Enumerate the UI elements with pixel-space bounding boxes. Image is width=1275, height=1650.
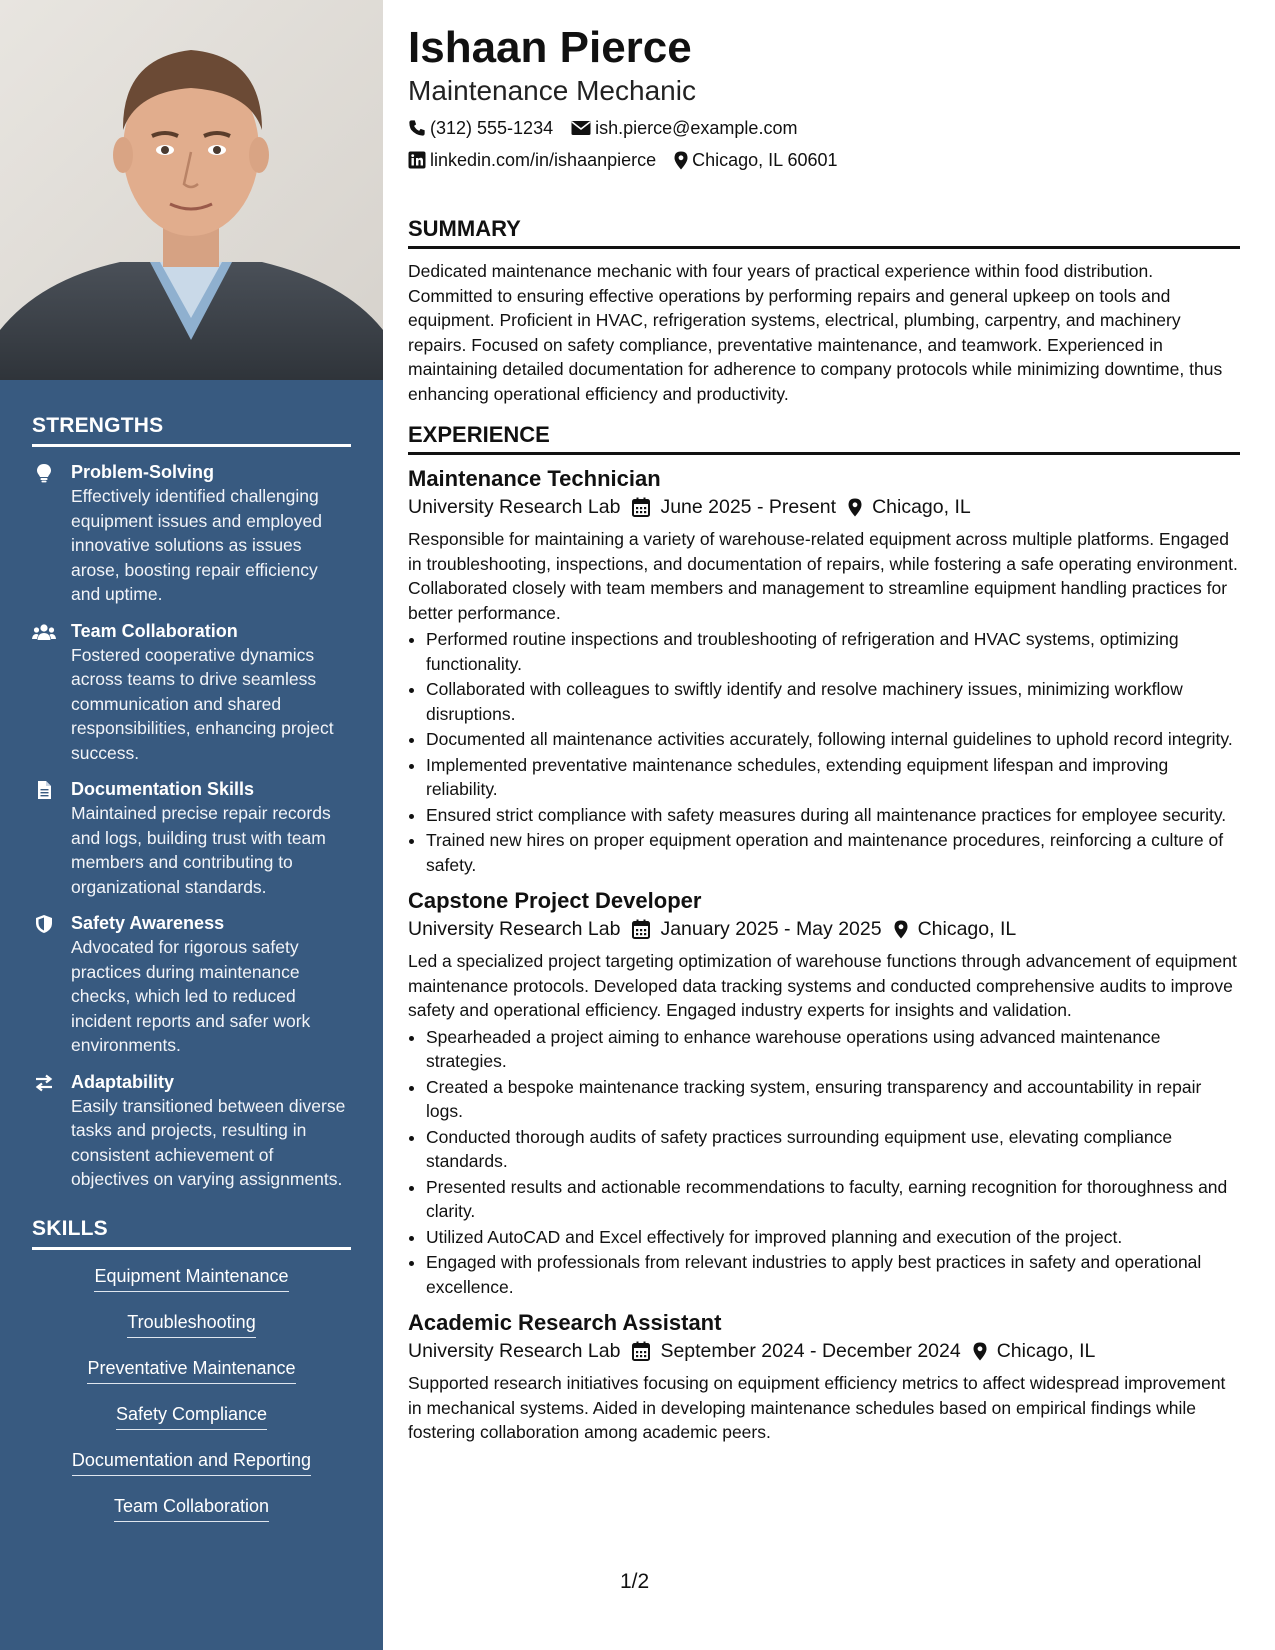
skill-item: Preventative Maintenance xyxy=(87,1356,295,1384)
location-text: Chicago, IL 60601 xyxy=(692,150,838,170)
skill-item: Documentation and Reporting xyxy=(72,1448,311,1476)
candidate-name: Ishaan Pierce xyxy=(408,23,692,72)
job-meta xyxy=(408,493,1240,521)
document-icon xyxy=(34,780,54,800)
job-location xyxy=(894,915,1017,943)
summary-text: Dedicated maintenance mechanic with four years of practical experience within food distribution. Committed to ensuring effective operations by performing repairs and general upkeep on tools and equipment. Proficient in HVAC, refrigeration systems, electrical, plumbing, carpentry, and machinery repairs. Focused on safety compliance, preventative maintenance, and teamwork. Experienced in maintaining detailed documentation for adherence to company protocols while minimizing downtime, thus enhancing operational efficiency and productivity. xyxy=(408,261,1223,404)
bullet-item: • Engaged with professionals from relevant industries to apply best practices in safety and operational excellence. xyxy=(426,1250,1240,1299)
job-title: Capstone Project Developer xyxy=(408,888,702,913)
linkedin-contact[interactable] xyxy=(408,148,656,172)
job-organization: University Research Lab xyxy=(408,1340,621,1362)
main-content xyxy=(408,22,1240,1455)
job-dates-text: September 2024 - December 2024 xyxy=(660,1340,961,1362)
page-number: 1/2 xyxy=(620,1570,650,1593)
contact-row xyxy=(408,116,1240,140)
job-meta xyxy=(408,1337,1240,1365)
strength-item xyxy=(32,912,351,1058)
linkedin-text[interactable]: linkedin.com/in/ishaanpierce xyxy=(430,150,657,170)
job-location-text: Chicago, IL xyxy=(872,496,971,518)
job-dates xyxy=(632,915,881,943)
job-location xyxy=(848,493,971,521)
location-contact xyxy=(674,148,837,172)
skill-item: Safety Compliance xyxy=(116,1402,267,1430)
phone-icon xyxy=(408,119,426,137)
experience-entry xyxy=(408,465,1240,877)
job-description: Led a specialized project targeting optimization of warehouse functions through advancement of equipment maintenance protocols. Developed data tracking systems and conducted comprehensive audits to improve safety and operational efficiency. Engaged industry experts for insights and validation. xyxy=(408,951,1237,1020)
skill-item: Team Collaboration xyxy=(114,1494,269,1522)
skill-item: Equipment Maintenance xyxy=(94,1264,288,1292)
job-dates-text: June 2025 - Present xyxy=(660,496,837,518)
strength-title: Adaptability xyxy=(71,1071,175,1092)
bullet-item: • Implemented preventative maintenance schedules, extending equipment lifespan and improving reliability. xyxy=(426,753,1240,802)
bullet-item: • Presented results and actionable recommendations to faculty, earning recognition for thoroughness and clarity. xyxy=(426,1175,1240,1224)
bullet-item: • Created a bespoke maintenance tracking system, ensuring transparency and accountability in repair logs. xyxy=(426,1075,1240,1124)
bullet-item: • Conducted thorough audits of safety practices surrounding equipment use, elevating compliance standards. xyxy=(426,1125,1240,1174)
bullet-item: • Collaborated with colleagues to swiftly identify and resolve machinery issues, minimizing workflow disruptions. xyxy=(426,677,1240,726)
map-pin-icon xyxy=(894,920,908,939)
strength-title: Safety Awareness xyxy=(71,913,225,933)
job-location-text: Chicago, IL xyxy=(996,1340,1096,1362)
strength-title: Problem-Solving xyxy=(71,462,215,482)
strength-title: Team Collaboration xyxy=(71,620,238,641)
users-icon xyxy=(32,622,56,642)
job-meta xyxy=(408,915,1240,943)
profile-photo xyxy=(0,0,383,380)
linkedin-icon xyxy=(408,151,426,169)
experience-heading: EXPERIENCE xyxy=(408,422,1240,455)
job-location xyxy=(973,1337,1096,1365)
strength-description: Easily transitioned between diverse tasks and projects, resulting in consistent achievement of objectives on varying assignments. xyxy=(71,1095,346,1189)
calendar-icon xyxy=(632,497,650,517)
lightbulb-icon xyxy=(34,463,54,483)
summary-heading: SUMMARY xyxy=(408,216,1240,249)
email-contact[interactable] xyxy=(571,116,797,140)
bullet-item: • Documented all maintenance activities accurately, following internal guidelines to uphold record integrity. xyxy=(426,727,1240,752)
job-location-text: Chicago, IL xyxy=(917,918,1017,940)
shield-icon xyxy=(34,914,54,934)
sidebar xyxy=(0,0,383,1650)
bullet-item: • Performed routine inspections and troubleshooting of refrigeration and HVAC systems, optimizing functionality. xyxy=(426,627,1240,676)
map-pin-icon xyxy=(973,1342,987,1361)
skill-item: Troubleshooting xyxy=(127,1310,255,1338)
job-dates xyxy=(632,1337,960,1365)
bullet-item: • Trained new hires on proper equipment operation and maintenance procedures, reinforcing a culture of safety. xyxy=(426,828,1240,877)
strength-title: Documentation Skills xyxy=(71,779,255,799)
strength-description: Maintained precise repair records and logs, building trust with team members and contributing to organizational standards. xyxy=(71,803,331,897)
bullet-item: • Utilized AutoCAD and Excel effectively for improved planning and execution of the project. xyxy=(426,1225,1240,1250)
strength-description: Fostered cooperative dynamics across teams to drive seamless communication and shared responsibilities, enhancing project success. xyxy=(71,644,334,763)
job-organization: University Research Lab xyxy=(408,496,621,518)
job-bullets xyxy=(408,627,1240,877)
skills-heading: SKILLS xyxy=(32,1217,351,1250)
job-description: Supported research initiatives focusing on equipment efficiency metrics to affect widespread improvement in mechanical systems. Aided in developing maintenance schedules based on empirical findings while fostering collaboration among academic peers. xyxy=(408,1373,1226,1442)
phone-contact xyxy=(408,116,553,140)
strength-description: Effectively identified challenging equipment issues and employed innovative solutions as issues arose, boosting repair efficiency and uptime. xyxy=(71,486,322,604)
job-dates xyxy=(632,493,836,521)
job-title: Maintenance Technician xyxy=(408,466,661,491)
experience-entry xyxy=(408,887,1240,1299)
calendar-icon xyxy=(632,919,650,939)
bullet-item: • Spearheaded a project aiming to enhance warehouse operations using advanced maintenance strategies. xyxy=(426,1025,1240,1074)
job-description: Responsible for maintaining a variety of warehouse-related equipment across multiple platforms. Engaged in troubleshooting, inspections, and documentation of repairs, while fostering a safe operating environment. Collaborated closely with team members and management to streamline equipment handling practices for better performance. xyxy=(408,529,1238,623)
calendar-icon xyxy=(632,1341,650,1361)
map-pin-icon xyxy=(848,498,862,517)
job-bullets xyxy=(408,1025,1240,1300)
strengths-heading: STRENGTHS xyxy=(32,414,351,447)
bullet-item: • Ensured strict compliance with safety measures during all maintenance practices for employee security. xyxy=(426,803,1240,828)
envelope-icon xyxy=(571,120,591,136)
strength-item xyxy=(32,620,351,766)
job-title: Academic Research Assistant xyxy=(408,1310,722,1335)
experience-entry xyxy=(408,1309,1240,1445)
exchange-arrows-icon xyxy=(34,1073,54,1093)
job-organization: University Research Lab xyxy=(408,918,621,940)
candidate-title: Maintenance Mechanic xyxy=(408,75,696,106)
contact-row xyxy=(408,148,1240,172)
skills-list xyxy=(32,1264,351,1540)
strength-description: Advocated for rigorous safety practices during maintenance checks, which led to reduced incident reports and safer work environments. xyxy=(71,937,311,1055)
job-dates-text: January 2025 - May 2025 xyxy=(660,918,882,940)
phone-text: (312) 555-1234 xyxy=(430,118,554,138)
strength-item xyxy=(32,778,351,899)
map-pin-icon xyxy=(674,151,688,170)
strength-item xyxy=(32,1071,351,1192)
strength-item xyxy=(32,461,351,607)
email-text[interactable]: ish.pierce@example.com xyxy=(595,118,798,138)
